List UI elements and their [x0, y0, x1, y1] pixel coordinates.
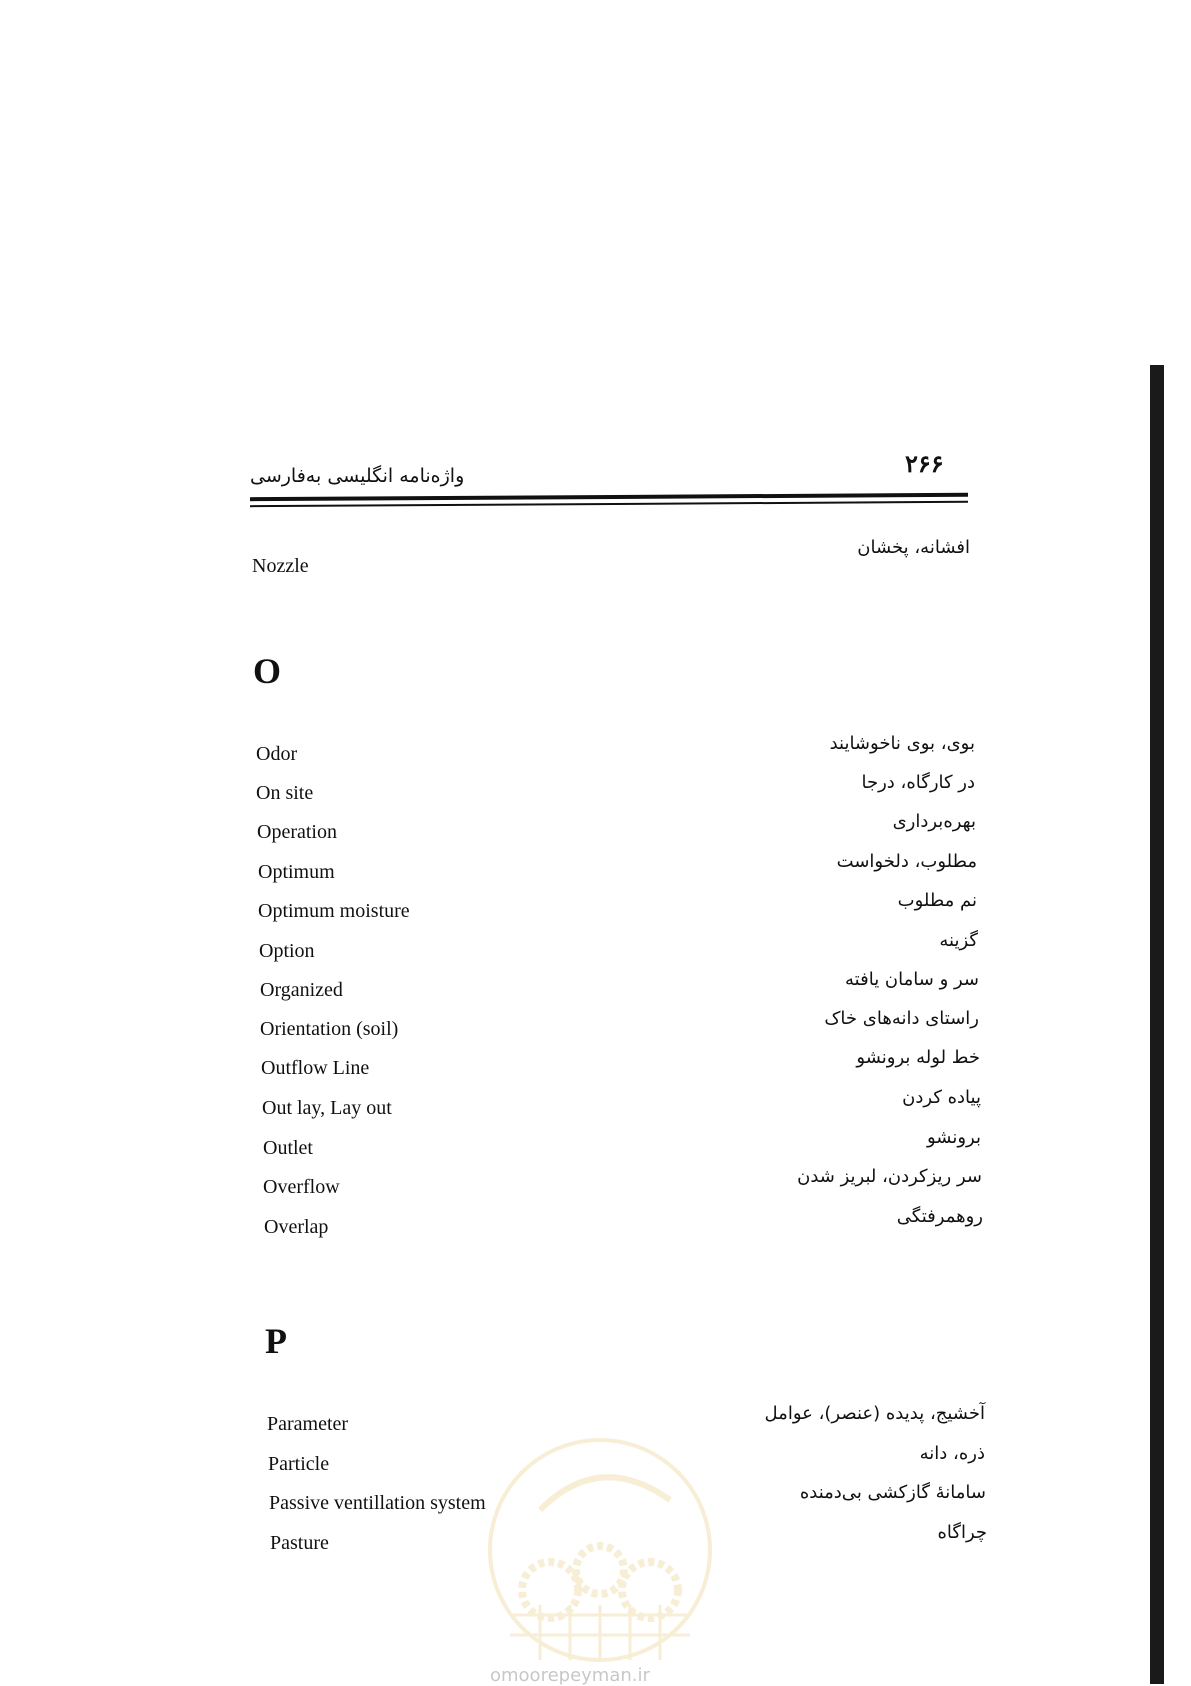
entry-term: Outflow Line [261, 1057, 370, 1079]
header-rule-thick [250, 493, 968, 501]
entry-term: On site [256, 782, 314, 804]
entry-term: Pasture [270, 1532, 329, 1554]
entry-term: Optimum moisture [258, 900, 410, 922]
section-letter-o: O [253, 651, 282, 691]
entry-translation: سر و سامان یافته [845, 969, 979, 990]
entry-term: Outlet [263, 1137, 313, 1159]
entry-translation: برونشو [927, 1127, 981, 1148]
entry-translation: بهره‌برداری [892, 811, 976, 832]
running-title: واژه‌نامه انگلیسی به‌فارسی [250, 465, 465, 487]
entry-term: Organized [260, 979, 343, 1001]
watermark-logo [480, 1430, 720, 1670]
entry-translation: مطلوب، دلخواست [836, 851, 977, 872]
entry-translation: ذره، دانه [919, 1443, 985, 1464]
entry-translation-nozzle: افشانه، پخشان [857, 537, 970, 558]
page-number: ۲۶۶ [905, 452, 944, 478]
entry-term: Overflow [263, 1176, 340, 1198]
entry-term: Passive ventillation system [269, 1492, 486, 1514]
entry-translation: سر ریزکردن، لبریز شدن [797, 1166, 982, 1187]
entry-translation: چراگاه [937, 1522, 987, 1543]
entry-term: Particle [268, 1453, 330, 1475]
entry-translation: پیاده کردن [902, 1087, 981, 1108]
header-rule-thin [250, 501, 968, 507]
watermark-url: omoorepeyman.ir [490, 1665, 650, 1686]
entry-translation: بوی، بوی ناخوشایند [829, 733, 975, 754]
entry-translation: گزینه [939, 930, 978, 951]
entry-translation: روهمرفتگی [896, 1206, 983, 1227]
entry-term-nozzle: Nozzle [252, 555, 309, 577]
entry-translation: نم مطلوب [897, 890, 977, 911]
entry-translation: خط لوله برونشو [856, 1047, 980, 1068]
entry-term: Overlap [264, 1216, 329, 1238]
entry-term: Orientation (soil) [260, 1018, 399, 1040]
entry-term: Operation [257, 821, 337, 843]
page-edge-bar [1150, 365, 1164, 1684]
entry-term: Odor [256, 743, 298, 765]
entry-translation: در کارگاه، درجا [861, 772, 975, 793]
entry-term: Out lay, Lay out [262, 1097, 392, 1119]
section-letter-p: P [265, 1321, 287, 1361]
entry-term: Option [259, 940, 315, 962]
entry-translation: آخشیج، پدیده (عنصر)، عوامل [764, 1403, 985, 1424]
entry-term: Parameter [267, 1413, 349, 1435]
entry-term: Optimum [258, 861, 335, 883]
entry-translation: راستای دانه‌های خاک [824, 1008, 979, 1029]
entry-translation: سامانهٔ گازکشی بی‌دمنده [799, 1482, 986, 1503]
